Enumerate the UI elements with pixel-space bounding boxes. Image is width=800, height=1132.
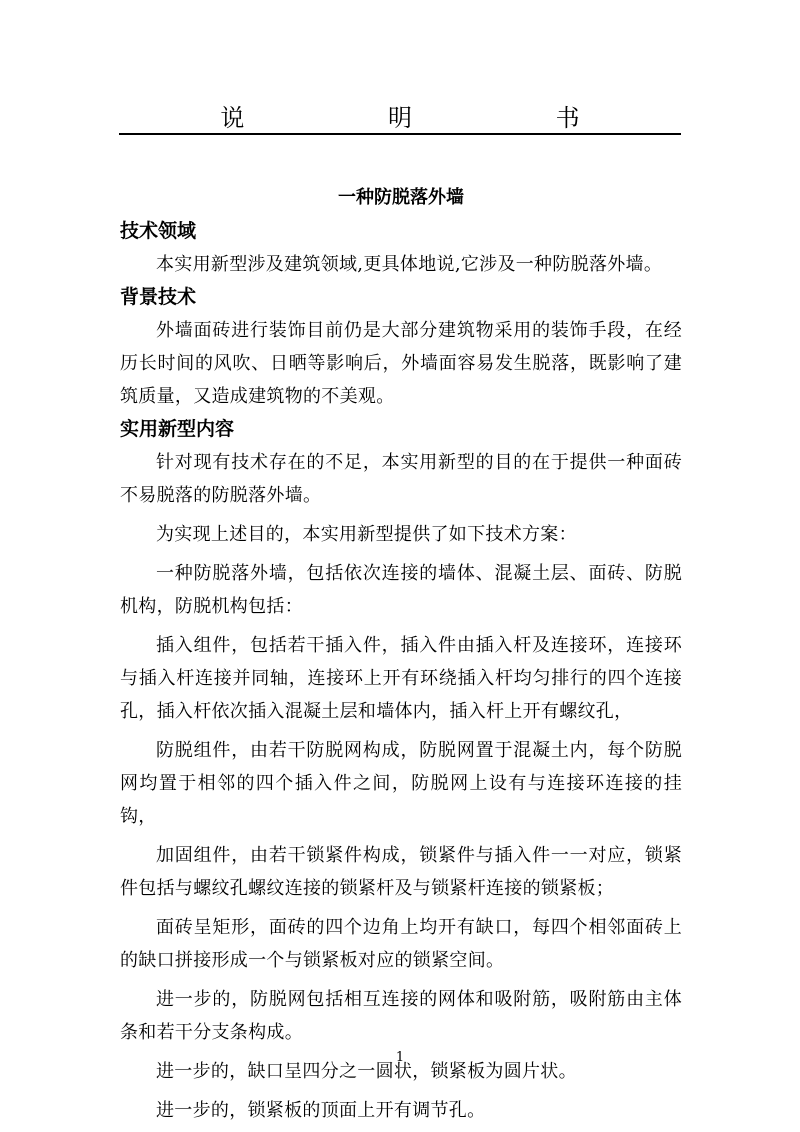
page-number: 1 xyxy=(395,1050,405,1065)
paragraph: 一种防脱落外墙，包括依次连接的墙体、混凝土层、面砖、防脱机构，防脱机构包括： xyxy=(120,563,682,617)
paragraph: 加固组件，由若干锁紧件构成，锁紧件与插入件一一对应，锁紧件包括与螺纹孔螺纹连接的锁紧杆及与锁紧杆连接的锁紧板； xyxy=(120,845,682,899)
document-body xyxy=(120,180,682,1127)
document-title: 说 明 书 xyxy=(220,104,648,132)
section-heading-background: 背景技术 xyxy=(120,286,197,308)
paragraph: 面砖呈矩形，面砖的四个边角上均开有缺口，每四个相邻面砖上的缺口拼接形成一个与锁紧板对应的锁紧空间。 xyxy=(120,917,682,971)
paragraph: 进一步的，锁紧板的顶面上开有调节孔。 xyxy=(156,1100,486,1121)
title-underline xyxy=(119,133,681,135)
paragraph: 插入组件，包括若干插入件，插入件由插入杆及连接环，连接环与插入杆连接并同轴，连接环上开有环绕插入杆均匀排行的四个连接孔，插入杆依次插入混凝土层和墙体内，插入杆上开有螺纹孔， xyxy=(120,635,682,722)
paragraph: 针对现有技术存在的不足，本实用新型的目的在于提供一种面砖不易脱落的防脱落外墙。 xyxy=(120,452,682,506)
paragraph: 为实现上述目的，本实用新型提供了如下技术方案： xyxy=(156,524,577,545)
paragraph: 外墙面砖进行装饰目前仍是大部分建筑物采用的装饰手段，在经历长时间的风吹、日晒等影响后，外墙面容易发生脱落，既影响了建筑质量，又造成建筑物的不美观。 xyxy=(120,320,682,407)
paragraph: 防脱组件，由若干防脱网构成，防脱网置于混凝土内，每个防脱网均置于相邻的四个插入件之间，防脱网上设有与连接环连接的挂钩， xyxy=(120,740,682,827)
section-heading-technical-field: 技术领域 xyxy=(120,220,197,242)
section-heading-summary: 实用新型内容 xyxy=(120,418,235,440)
paragraph: 进一步的，缺口呈四分之一圆状，锁紧板为圆片状。 xyxy=(156,1061,577,1082)
invention-name: 一种防脱落外墙 xyxy=(338,187,464,208)
paragraph: 本实用新型涉及建筑领域,更具体地说,它涉及一种防脱落外墙。 xyxy=(156,254,663,275)
paragraph: 进一步的，防脱网包括相互连接的网体和吸附筋，吸附筋由主体条和若干分支条构成。 xyxy=(120,989,682,1043)
